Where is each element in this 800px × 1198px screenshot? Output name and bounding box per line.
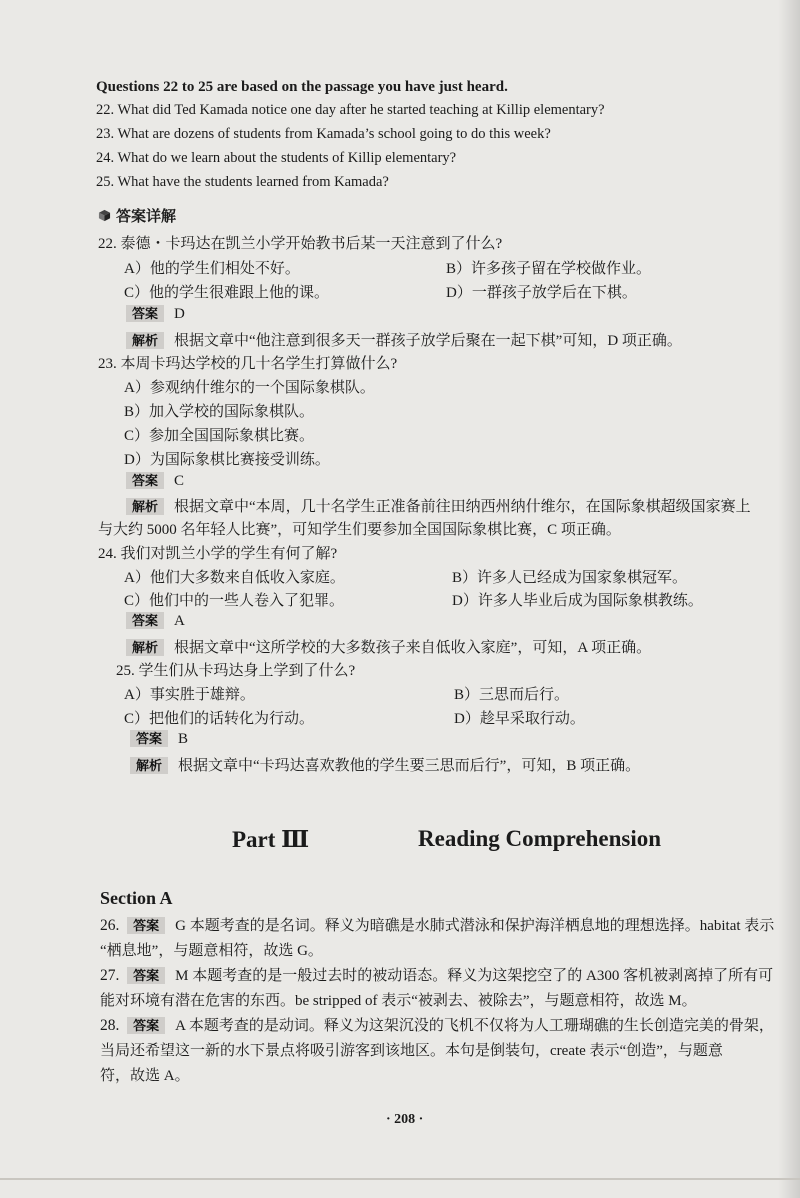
section-a-item-27	[100, 964, 773, 985]
answer-value: C	[174, 473, 185, 489]
part-title: Reading Comprehension	[418, 826, 662, 851]
question-22: 22. What did Ted Kamada notice one day after he started teaching at Killip elementary?	[96, 102, 605, 118]
item-number: 26.	[100, 917, 120, 934]
item-text: G 本题考查的是名词。释义为暗礁是水肺式潜泳和保护海洋栖息地的理想选择。habitat 表示	[175, 918, 775, 934]
item-number: 27.	[100, 967, 120, 984]
explain-tag: 解析	[126, 639, 164, 656]
page-bottom-edge	[0, 1178, 800, 1180]
question-23: 23. What are dozens of students from Kamada’s school going to do this week?	[96, 126, 551, 142]
section-a-item-26-line2: “栖息地”，与题意相符，故选 G。	[100, 943, 323, 959]
item-number: 28.	[100, 1017, 120, 1034]
explanation-22	[126, 329, 682, 350]
option-25-b: B）三思而后行。	[454, 687, 570, 703]
option-22-a: A）他的学生们相处不好。	[124, 261, 300, 277]
cn-question-25: 25. 学生们从卡玛达身上学到了什么?	[116, 663, 356, 679]
explanation-23	[126, 495, 751, 516]
section-a-item-28	[100, 1014, 774, 1035]
option-24-d: D）许多人毕业后成为国际象棋教练。	[452, 593, 703, 609]
option-24-c: C）他们中的一些人卷入了犯罪。	[124, 593, 345, 609]
question-24: 24. What do we learn about the students of Killip elementary?	[96, 150, 457, 166]
explain-tag: 解析	[130, 757, 168, 774]
section-a-item-26	[100, 914, 774, 935]
option-23-a: A）参观纳什维尔的一个国际象棋队。	[124, 380, 375, 396]
answer-value: D	[174, 306, 185, 322]
option-23-c: C）参加全国国际象棋比赛。	[124, 428, 315, 444]
explanation-24	[126, 636, 651, 657]
answer-tag: 答案	[130, 730, 168, 747]
answer-tag: 答案	[127, 917, 165, 934]
explanation-text: 根据文章中“这所学校的大多数孩子来自低收入家庭”，可知，A 项正确。	[174, 640, 652, 656]
explain-tag: 解析	[126, 332, 164, 349]
page-edge-shadow	[778, 0, 800, 1198]
explanation-25	[130, 754, 640, 775]
answer-value: B	[178, 731, 189, 747]
answer-23	[126, 472, 184, 490]
answer-tag: 答案	[127, 967, 165, 984]
answer-22	[126, 305, 185, 323]
section-a-item-27-line2: 能对环境有潜在危害的东西。be stripped of 表示“被剥去、被除去”，与题意相符，故选 M。	[100, 993, 697, 1009]
option-23-b: B）加入学校的国际象棋队。	[124, 404, 315, 420]
option-25-c: C）把他们的话转化为行动。	[124, 711, 315, 727]
option-25-a: A）事实胜于雄辩。	[124, 687, 255, 703]
option-24-b: B）许多人已经成为国家象棋冠军。	[452, 570, 688, 586]
question-25: 25. What have the students learned from Kamada?	[96, 174, 389, 190]
cn-question-24: 24. 我们对凯兰小学的学生有何了解?	[98, 546, 338, 562]
explain-tag: 解析	[126, 498, 164, 515]
answer-25	[130, 730, 188, 748]
part-label: Part Ⅲ	[232, 827, 310, 852]
option-24-a: A）他们大多数来自低收入家庭。	[124, 570, 345, 586]
option-22-d: D）一群孩子放学后在下棋。	[446, 285, 637, 301]
answer-tag: 答案	[126, 612, 164, 629]
answer-24	[126, 612, 185, 630]
explanation-23-line2: 与大约 5000 名年轻人比赛”，可知学生们要参加全国国际象棋比赛，C 项正确。	[98, 522, 621, 538]
answer-tag: 答案	[127, 1017, 165, 1034]
section-a-heading: Section A	[100, 888, 173, 908]
answer-tag: 答案	[126, 305, 164, 322]
item-text: A 本题考查的是动词。释义为这架沉没的飞机不仅将为人工珊瑚礁的生长创造完美的骨架，	[175, 1018, 774, 1034]
section-title: 答案详解	[116, 209, 177, 225]
cn-question-22: 22. 泰德・卡玛达在凯兰小学开始教书后某一天注意到了什么?	[98, 236, 503, 252]
section-a-item-28-line3: 符，故选 A。	[100, 1068, 190, 1084]
cube-icon	[98, 209, 111, 222]
option-22-b: B）许多孩子留在学校做作业。	[446, 261, 652, 277]
answer-tag: 答案	[126, 472, 164, 489]
option-22-c: C）他的学生很难跟上他的课。	[124, 285, 330, 301]
option-23-d: D）为国际象棋比赛接受训练。	[124, 452, 330, 468]
page-number: · 208 ·	[386, 1112, 424, 1127]
item-text: M 本题考查的是一般过去时的被动语态。释义为这架挖空了的 A300 客机被剥离掉了所有可	[175, 968, 774, 984]
answer-value: A	[174, 613, 185, 629]
explanation-text: 根据文章中“他注意到很多天一群孩子放学后聚在一起下棋”可知，D 项正确。	[174, 333, 682, 349]
section-a-item-28-line2: 当局还希望这一新的水下景点将吸引游客到该地区。本句是倒装句，create 表示“创造”，与题意	[100, 1043, 723, 1059]
explanation-text: 根据文章中“本周，几十名学生正准备前往田纳西州纳什维尔，在国际象棋超级国家赛上	[174, 499, 751, 515]
cn-question-23: 23. 本周卡玛达学校的几十名学生打算做什么?	[98, 356, 398, 372]
questions-heading: Questions 22 to 25 are based on the passage you have just heard.	[96, 79, 508, 95]
explanation-text: 根据文章中“卡玛达喜欢教他的学生要三思而后行”，可知，B 项正确。	[178, 758, 641, 774]
answer-detail-heading	[98, 205, 176, 226]
option-25-d: D）趁早采取行动。	[454, 711, 585, 727]
